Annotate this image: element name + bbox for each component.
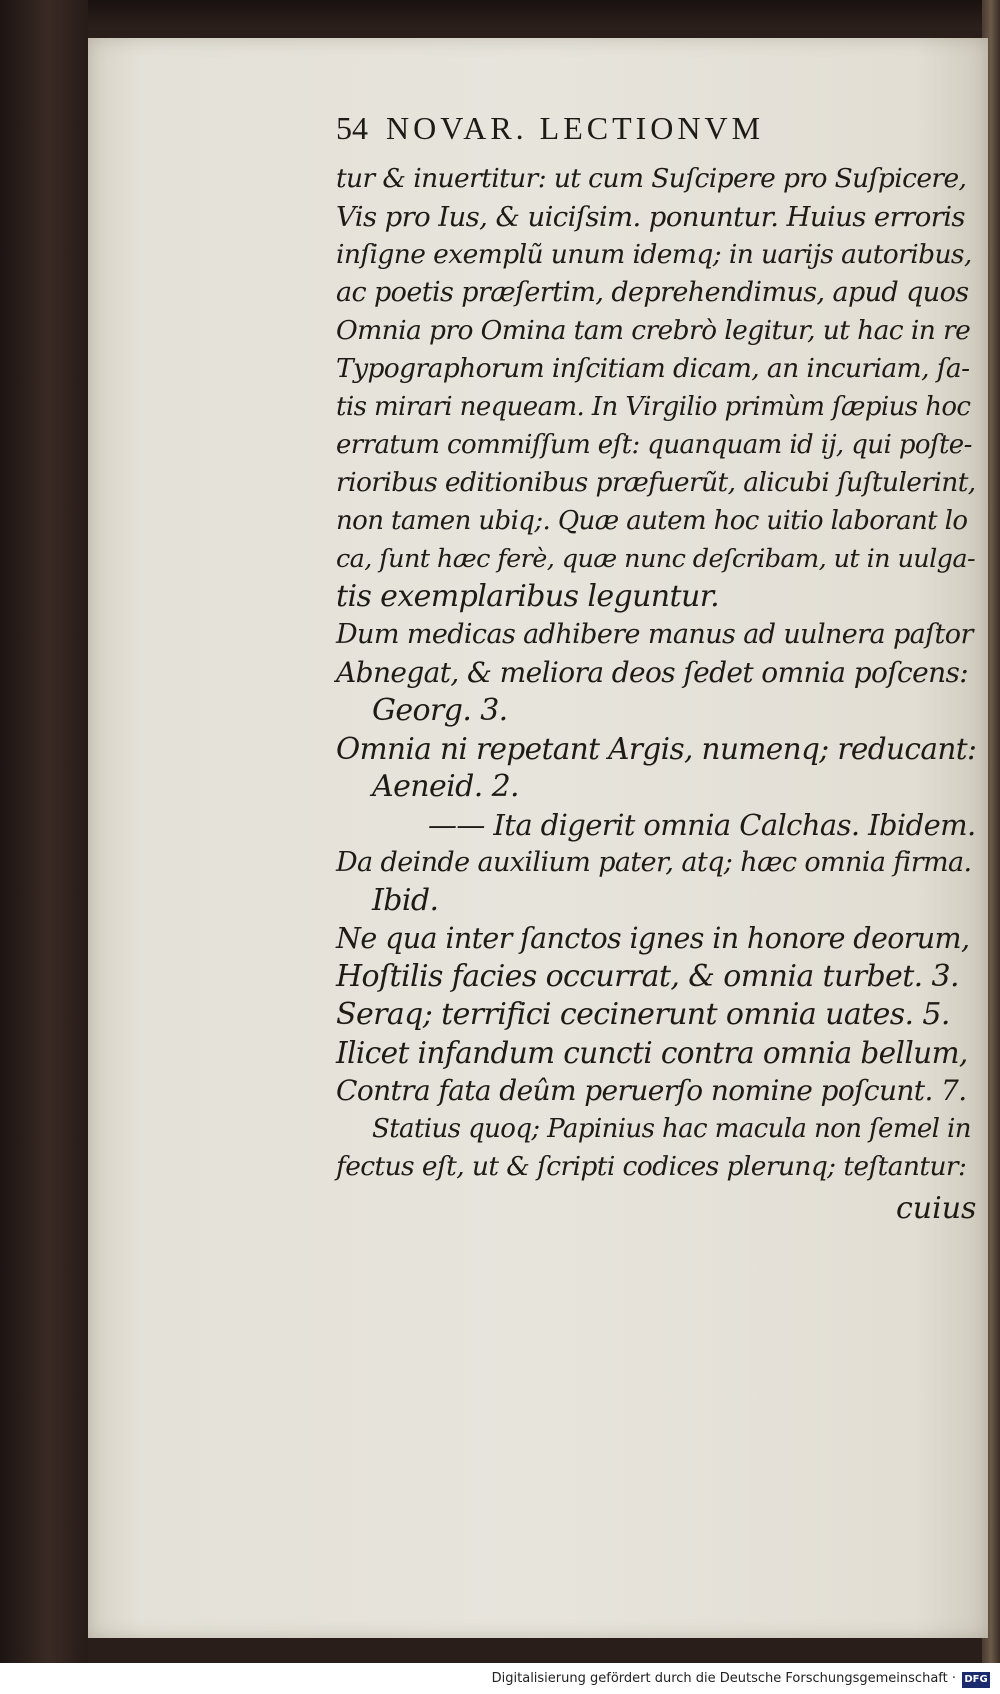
book-page	[88, 38, 988, 1638]
digitization-footer	[0, 1668, 1000, 1694]
book-top-edge	[0, 0, 1000, 30]
citation-line: Ibid.	[372, 883, 439, 918]
text-line: tis exemplaribus leguntur.	[336, 579, 720, 614]
text-line: Vis pro Ius, & uiciſsim. ponuntur. Huius erroris	[336, 201, 965, 233]
catchword: cuius	[896, 1191, 977, 1226]
text-line: inſigne exemplũ unum idemq; in uarijs autoribus,	[336, 239, 972, 270]
verse-line: Dum medicas adhibere manus ad uulnera paſtor	[336, 619, 973, 650]
text-line: ac poetis præſertim, deprehendimus, apud quos	[336, 277, 969, 308]
text-line: Omnia pro Omina tam crebrò legitur, ut hac in re	[336, 315, 971, 346]
verse-line: Abnegat, & meliora deos ſedet omnia poſcens:	[336, 656, 969, 689]
verse-line: Hoſtilis facies occurrat, & omnia turbet. 3.	[336, 959, 959, 994]
verse-line: Ne qua inter ſanctos ignes in honore deorum,	[336, 922, 970, 955]
running-title: NOVAR. LECTIONVM	[386, 110, 765, 146]
text-line: tis mirari nequeam. In Virgilio primùm ſæpius hoc	[336, 392, 971, 422]
dfg-logo-icon: DFG	[962, 1672, 990, 1688]
verse-line: Contra fata deûm peruerſo nomine poſcunt. 7.	[336, 1074, 967, 1107]
citation-line: Aeneid. 2.	[372, 769, 519, 804]
text-line: non tamen ubiq;. Quæ autem hoc uitio laborant lo	[336, 506, 968, 536]
text-line: erratum commiſſum eſt: quanquam id ij, qui poſte-	[336, 430, 972, 460]
verse-line: Ilicet infandum cuncti contra omnia bellum,	[336, 1036, 968, 1070]
running-head	[336, 108, 764, 148]
footer-credit: Digitalisierung gefördert durch die Deutsche Forschungsgemeinschaft ·	[491, 1671, 956, 1686]
text-line: Statius quoq; Papinius hac macula non ſemel in	[372, 1114, 971, 1144]
page-number: 54	[336, 110, 368, 146]
verse-line: Da deinde auxilium pater, atq; hæc omnia firma.	[336, 847, 972, 878]
text-line: fectus eſt, ut & ſcripti codices plerunq; teſtantur:	[336, 1151, 967, 1182]
text-line: Typographorum inſcitiam dicam, an incuriam, ſa-	[336, 353, 970, 384]
text-line: tur & inuertitur: ut cum Suſcipere pro Suſpicere,	[336, 163, 967, 194]
citation-line: Georg. 3.	[372, 693, 508, 728]
verse-line: —— Ita digerit omnia Calchas. Ibidem.	[428, 808, 976, 842]
verse-line: Seraq; terrifici cecinerunt omnia uates. 5.	[336, 997, 950, 1032]
verse-line: Omnia ni repetant Argis, numenq; reducant:	[336, 732, 977, 766]
text-line: ca, ſunt hæc ferè, quæ nunc deſcribam, ut in uulga-	[336, 544, 976, 574]
book-binding-left	[0, 0, 88, 1663]
text-line: rioribus editionibus præfuerũt, alicubi ſuſtulerint,	[336, 467, 976, 498]
